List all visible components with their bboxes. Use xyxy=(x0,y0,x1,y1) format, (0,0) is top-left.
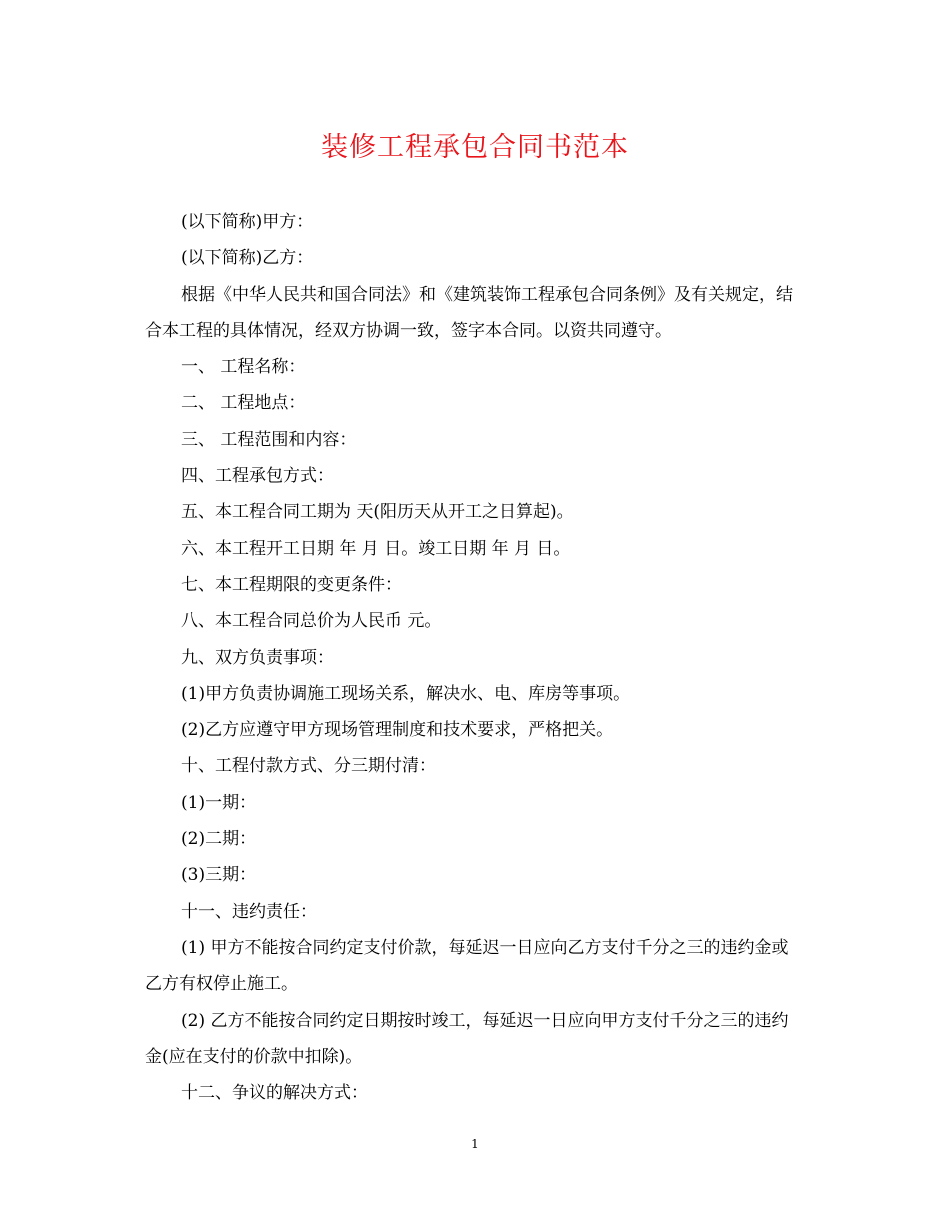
paragraph-item-6: 六、本工程开工日期 年 月 日。竣工日期 年 月 日。 xyxy=(181,538,571,559)
paragraph-item-2: 二、 工程地点： xyxy=(181,393,306,414)
paragraph-party-b: (以下简称)乙方： xyxy=(181,248,314,269)
paragraph-item-11-sub-2: (2) 乙方不能按合同约定日期按时竣工，每延迟一日应向甲方支付千分之三的违约金(应在支付的价款中扣除)。 xyxy=(145,1010,789,1067)
document-body xyxy=(145,204,805,1111)
paragraph-item-7: 七、本工程期限的变更条件： xyxy=(181,574,402,595)
paragraph-item-12: 十二、争议的解决方式： xyxy=(181,1083,368,1104)
paragraph-preamble: 根据《中华人民共和国合同法》和《建筑装饰工程承包合同条例》及有关规定，结合本工程的具体情况，经双方协调一致，签字本合同。以资共同遵守。 xyxy=(145,284,793,341)
paragraph-party-a: (以下简称)甲方： xyxy=(181,212,314,232)
document-title: 装修工程承包合同书范本 xyxy=(321,132,629,163)
paragraph-item-9-sub-1: (1)甲方负责协调施工现场关系，解决水、电、库房等事项。 xyxy=(181,683,631,704)
paragraph-item-8: 八、本工程合同总价为人民币 元。 xyxy=(181,611,442,632)
paragraph-item-11: 十一、违约责任： xyxy=(181,901,317,922)
paragraph-item-10-sub-1: (1)一期： xyxy=(181,792,257,813)
paragraph-item-9: 九、双方负责事项： xyxy=(181,647,334,668)
paragraph-item-3: 三、 工程范围和内容： xyxy=(181,429,357,450)
paragraph-item-10-sub-3: (3)三期： xyxy=(181,865,257,886)
paragraph-item-1: 一、 工程名称： xyxy=(181,357,306,378)
paragraph-item-9-sub-2: (2)乙方应遵守甲方现场管理制度和技术要求，严格把关。 xyxy=(181,720,614,741)
paragraph-item-11-sub-1: (1) 甲方不能按合同约定支付价款，每延迟一日应向乙方支付千分之三的违约金或乙方有权停止施工。 xyxy=(145,937,789,995)
paragraph-item-10-sub-2: (2)二期： xyxy=(181,829,257,850)
paragraph-item-4: 四、工程承包方式： xyxy=(181,466,334,487)
paragraph-item-5: 五、本工程合同工期为 天(阳历天从开工之日算起)。 xyxy=(181,502,574,523)
paragraph-item-10: 十、工程付款方式、分三期付清： xyxy=(181,756,436,777)
page-number: 1 xyxy=(471,1137,479,1151)
